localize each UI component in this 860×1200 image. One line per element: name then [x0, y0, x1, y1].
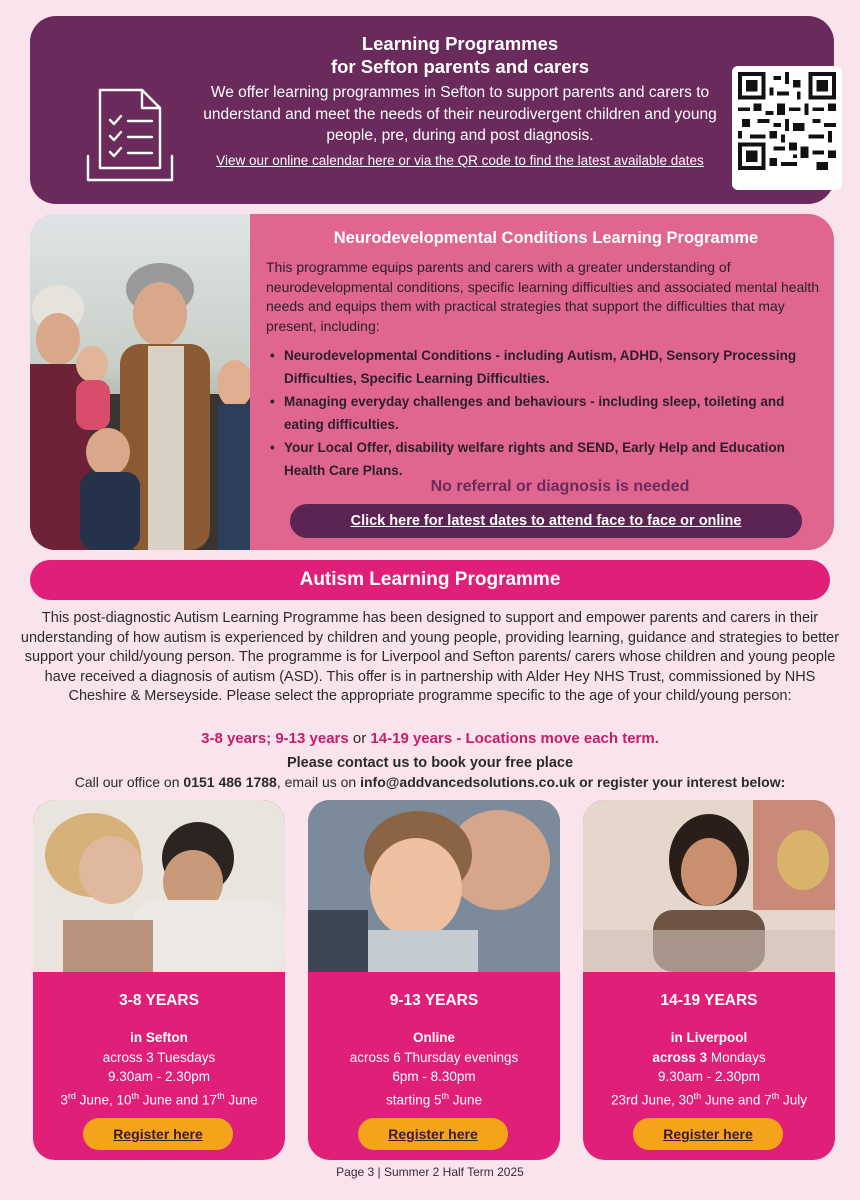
session-time: 9.30am - 2.30pm: [657, 1069, 761, 1084]
contact-details: [10, 774, 850, 790]
age-groups-a: 3-8 years; 9-13 years: [201, 730, 349, 747]
session-details: [33, 1028, 285, 1110]
family-photo: [30, 214, 250, 550]
age-card-14-19: [583, 800, 835, 1160]
ndc-bullet: • Neurodevelopmental Conditions - including Autism, ADHD, Sensory Processing Difficulties, Specific Learning Difficulties.: [268, 344, 824, 390]
location-label: in Liverpool: [670, 1030, 748, 1045]
session-time: 6pm - 8.30pm: [392, 1069, 476, 1084]
register-button[interactable]: Register here: [358, 1118, 508, 1150]
session-time: 9.30am - 2.30pm: [107, 1069, 211, 1084]
header-title-line1: Learning Programmes: [361, 33, 559, 54]
latest-dates-button[interactable]: Click here for latest dates to attend face to face or online: [290, 504, 802, 538]
ndc-programme-panel: [30, 214, 834, 550]
header-title: [200, 32, 720, 78]
autism-heading: Autism Learning Programme: [30, 560, 830, 600]
no-referral-note: No referral or diagnosis is needed: [430, 478, 690, 495]
header-intro: We offer learning programmes in Sefton to support parents and carers to understand and meet the needs of their neurodivergent children and young people, pre, during and post diagnosis.: [203, 84, 717, 144]
qr-code[interactable]: [732, 66, 842, 190]
session-dates: starting 5th June: [385, 1090, 483, 1107]
parent-child-photo: [33, 800, 285, 972]
contact-mid: , email us on: [276, 774, 357, 790]
session-dates: 3rd June, 10th June and 17th June: [60, 1090, 258, 1107]
register-button[interactable]: Register here: [83, 1118, 233, 1150]
age-label: 14-19 YEARS: [660, 992, 758, 1009]
age-label: 9-13 YEARS: [389, 992, 479, 1009]
session-details: [308, 1028, 560, 1110]
header-banner: [30, 16, 834, 204]
location-label: Online: [412, 1030, 455, 1045]
autism-body: This post-diagnostic Autism Learning Programme has been designed to support and empower parents and carers in their understanding of how autism is experienced by children and young people, providing learning, guidance and strategies to better support your child/young person. The programme is for Liverpool and Sefton parents/ carers whose children and young people have received a diagnosis of autism (ASD). This offer is in partnership with Alder Hey NHS Trust, commissioned by NHS Cheshire & Merseyside. Please select the appropriate programme specific to the age of your child/young person:: [20, 610, 840, 704]
checklist-icon: [80, 80, 192, 192]
contact-heading: Please contact us to book your free place: [286, 755, 574, 771]
location-label: in Sefton: [130, 1030, 188, 1045]
age-groups-or: or: [352, 730, 367, 747]
qr-code-graphic: [738, 72, 836, 170]
session-details: [583, 1028, 835, 1110]
ndc-body: This programme equips parents and carers with a greater understanding of neurodevelopmental conditions, specific learning difficulties and associated mental health needs and equips them with practical strategies that support the difficulties that may present, including:: [266, 259, 820, 334]
ndc-bullet-list: [268, 344, 824, 482]
register-button[interactable]: Register here: [633, 1118, 783, 1150]
session-count: across 3 Mondays: [652, 1049, 766, 1065]
session-dates: 23rd June, 30th June and 7th July: [611, 1090, 807, 1107]
age-groups-b: 14-19 years - Locations move each term.: [370, 730, 659, 747]
session-count: across 6 Thursday evenings: [349, 1049, 519, 1065]
session-count: across 3 Tuesdays: [102, 1049, 216, 1065]
header-title-line2: for Sefton parents and carers: [330, 56, 590, 77]
email-address[interactable]: info@addvancedsolutions.co.uk or register your interest below:: [360, 774, 786, 790]
ndc-heading: Neurodevelopmental Conditions Learning Programme: [333, 229, 759, 247]
phone-number[interactable]: 0151 486 1788: [183, 774, 277, 790]
ndc-bullet: • Your Local Offer, disability welfare rights and SEND, Early Help and Education Health Care Plans.: [268, 436, 824, 482]
age-groups-line: [30, 730, 830, 747]
age-card-9-13: [308, 800, 560, 1160]
age-label: 3-8 YEARS: [119, 992, 199, 1009]
parent-child-photo: [308, 800, 560, 972]
online-calendar-link[interactable]: View our online calendar here or via the QR code to find the latest available dates: [216, 153, 704, 168]
teenager-photo: [583, 800, 835, 972]
age-card-3-8: [33, 800, 285, 1160]
contact-prefix: Call our office on: [74, 774, 180, 790]
ndc-bullet: • Managing everyday challenges and behaviours - including sleep, toileting and eating difficulties.: [268, 390, 824, 436]
page-footer: Page 3 | Summer 2 Half Term 2025: [336, 1165, 524, 1179]
